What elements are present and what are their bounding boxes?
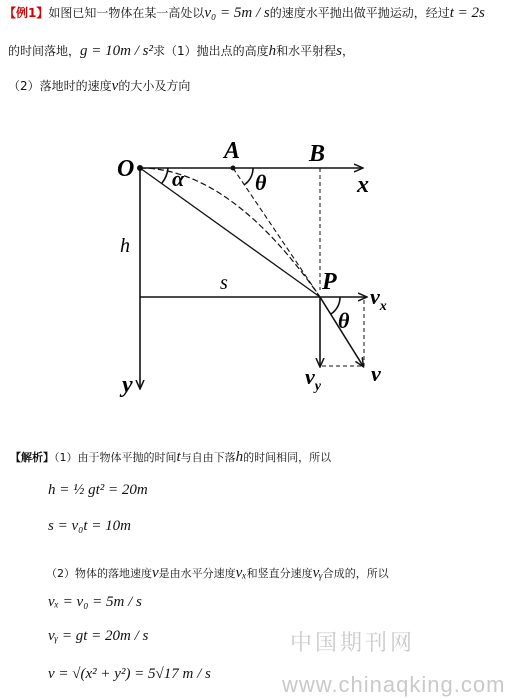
v0-expression: v₀ = 5m / s <box>204 5 270 21</box>
s-variable: s <box>336 43 342 59</box>
solution-line-2 <box>46 562 389 582</box>
displacement-line <box>140 168 320 297</box>
problem-text-2b: 求（1）抛出点的高度 <box>152 44 269 58</box>
label-vy: $v_y$ <box>305 364 321 394</box>
label-vx: $v_x$ <box>370 284 387 314</box>
problem-text-1b: 的速度水平抛出做平抛运动，经过 <box>269 6 450 20</box>
label-v: v <box>371 361 381 386</box>
theta-arc-top <box>244 168 253 185</box>
problem-text-1a: 如图已知一物体在某一高处以 <box>48 6 205 20</box>
equation-vx: vₓ = v₀ = 5m / s <box>48 594 142 610</box>
h-variable: h <box>268 43 277 59</box>
h-var: h <box>235 449 244 465</box>
t-var: t <box>176 449 181 465</box>
problem-text-2a: 的时间落地， <box>8 44 81 58</box>
vy-var: vᵧ <box>312 565 323 581</box>
label-x: x <box>357 172 369 198</box>
label-P: P <box>322 269 337 295</box>
equation-v: v = √(x² + y²) = 5√17 m / s <box>48 666 211 682</box>
label-h: h <box>120 235 130 257</box>
label-y: y <box>122 372 133 398</box>
problem-text-2c: 和水平射程 <box>276 44 337 58</box>
solution-text-1b: 与自由下落 <box>180 451 236 464</box>
label-O: O <box>117 156 135 182</box>
g-expression: g = 10m / s² <box>80 43 153 59</box>
tangent-dashed-line <box>233 168 320 297</box>
label-alpha: α <box>172 166 185 191</box>
solution-text-1c: 的时间相同，所以 <box>243 451 332 464</box>
label-B: B <box>309 141 326 167</box>
v-var: v <box>152 565 159 581</box>
equation-vy: vᵧ = gt = 20m / s <box>48 628 149 644</box>
equation-h: h = ½ gt² = 20m <box>48 482 148 498</box>
label-s: s <box>220 272 228 294</box>
problem-text-3a: （2）落地时的速度 <box>8 79 112 93</box>
v-variable: v <box>111 78 119 94</box>
solution-tag: 【解析】 <box>10 451 54 464</box>
solution-text-2b: 是由水平分速度 <box>158 567 236 580</box>
t-expression: t = 2s <box>449 5 485 21</box>
label-theta-top: θ <box>255 170 267 195</box>
solution-text-1a: （1）由于物体平抛的时间 <box>54 451 177 464</box>
example-tag: 【例1】 <box>4 6 49 20</box>
problem-text-2d: ， <box>341 44 354 58</box>
label-A: A <box>224 138 241 164</box>
equation-s: s = v₀t = 10m <box>48 518 131 534</box>
solution-text-2a: （2）物体的落地速度 <box>46 567 152 580</box>
watermark-cn: 中国期刊网 <box>290 631 416 656</box>
solution-line-1 <box>10 446 331 466</box>
solution-text-2d: 合成的，所以 <box>322 567 389 580</box>
problem-text-3b: 的大小及方向 <box>118 79 191 93</box>
label-theta-bottom: θ <box>338 308 350 333</box>
solution-text-2c: 和竖直分速度 <box>246 567 313 580</box>
vx-var: vₓ <box>235 565 247 581</box>
watermark-url: www.chinaqking.com <box>282 672 506 697</box>
